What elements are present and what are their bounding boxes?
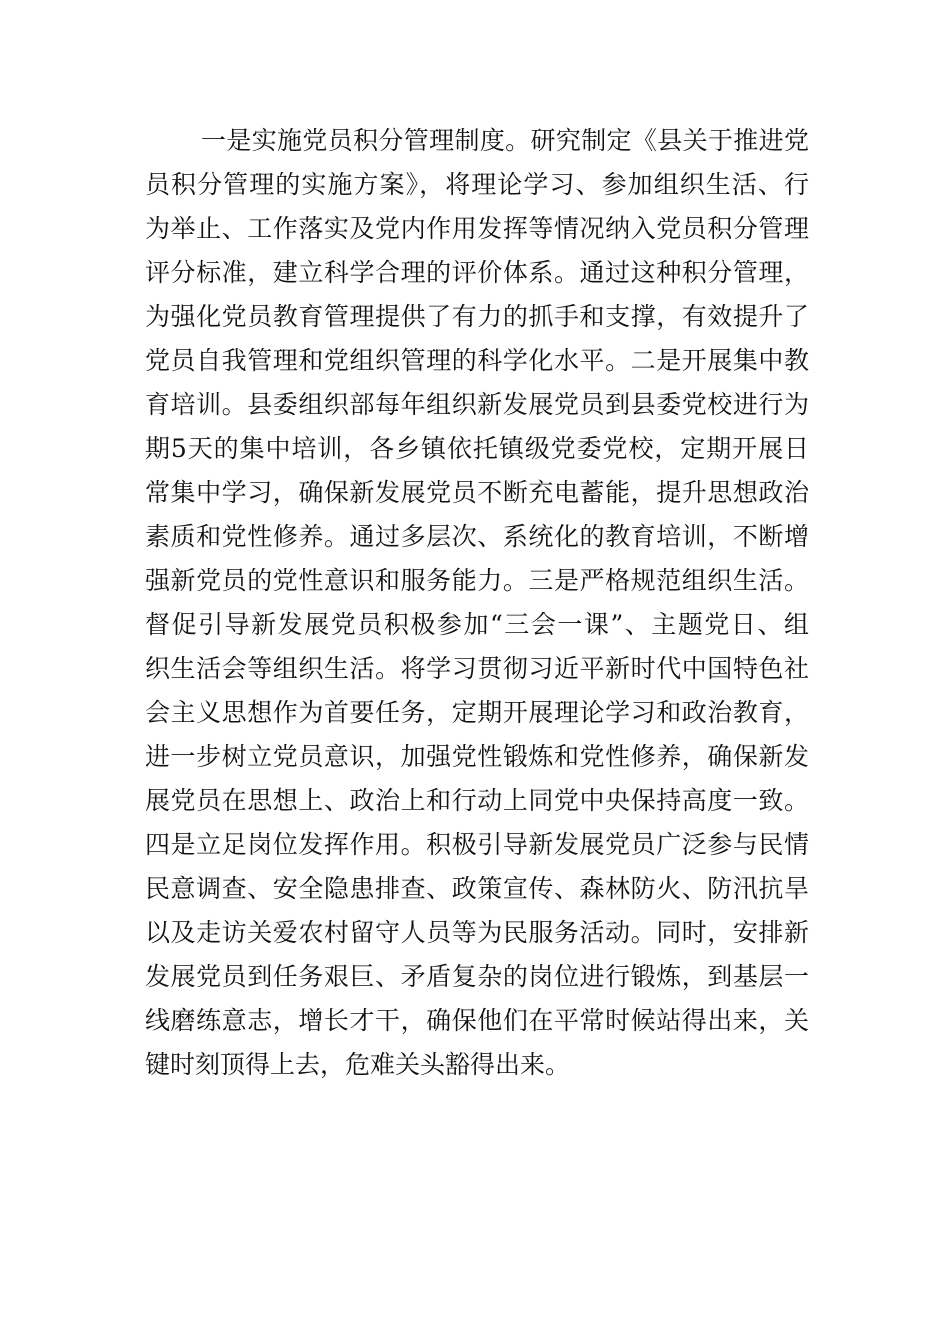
paragraph-line: 四是立足岗位发挥作用。积极引导新发展党员广泛参与民情 bbox=[145, 830, 809, 859]
paragraph-line: 强新党员的党性意识和服务能力。三是严格规范组织生活。 bbox=[145, 566, 809, 595]
paragraph-line: 党员自我管理和党组织管理的科学化水平。二是开展集中教 bbox=[145, 346, 809, 375]
paragraph-line: 评分标准，建立科学合理的评价体系。通过这种积分管理， bbox=[145, 258, 809, 287]
paragraph-line: 员积分管理的实施方案》，将理论学习、参加组织生活、行 bbox=[145, 170, 809, 199]
paragraph-line: 期5天的集中培训，各乡镇依托镇级党委党校，定期开展日 bbox=[145, 434, 809, 463]
paragraph-line: 进一步树立党员意识，加强党性锻炼和党性修养，确保新发 bbox=[145, 742, 809, 771]
body-paragraph bbox=[145, 119, 809, 1087]
paragraph-line: 会主义思想作为首要任务，定期开展理论学习和政治教育， bbox=[145, 698, 809, 727]
paragraph-line: 织生活会等组织生活。将学习贯彻习近平新时代中国特色社 bbox=[145, 654, 809, 683]
paragraph-line: 民意调查、安全隐患排查、政策宣传、森林防火、防汛抗旱 bbox=[145, 874, 809, 903]
paragraph-line: 展党员在思想上、政治上和行动上同党中央保持高度一致。 bbox=[145, 786, 809, 815]
paragraph-line: 为强化党员教育管理提供了有力的抓手和支撑，有效提升了 bbox=[145, 302, 809, 331]
paragraph-line: 键时刻顶得上去，危难关头豁得出来。 bbox=[145, 1050, 571, 1079]
paragraph-line: 督促引导新发展党员积极参加“三会一课”、主题党日、组 bbox=[145, 610, 809, 639]
paragraph-line: 常集中学习，确保新发展党员不断充电蓄能，提升思想政治 bbox=[145, 478, 809, 507]
paragraph-line: 发展党员到任务艰巨、矛盾复杂的岗位进行锻炼，到基层一 bbox=[145, 962, 809, 991]
paragraph-line: 育培训。县委组织部每年组织新发展党员到县委党校进行为 bbox=[145, 390, 809, 419]
paragraph-line: 一是实施党员积分管理制度。研究制定《县关于推进党 bbox=[201, 126, 809, 155]
paragraph-line: 线磨练意志，增长才干，确保他们在平常时候站得出来，关 bbox=[145, 1006, 809, 1035]
paragraph-line: 为举止、工作落实及党内作用发挥等情况纳入党员积分管理 bbox=[145, 214, 809, 243]
paragraph-line: 以及走访关爱农村留守人员等为民服务活动。同时，安排新 bbox=[145, 918, 809, 947]
paragraph-line: 素质和党性修养。通过多层次、系统化的教育培训，不断增 bbox=[145, 522, 809, 551]
